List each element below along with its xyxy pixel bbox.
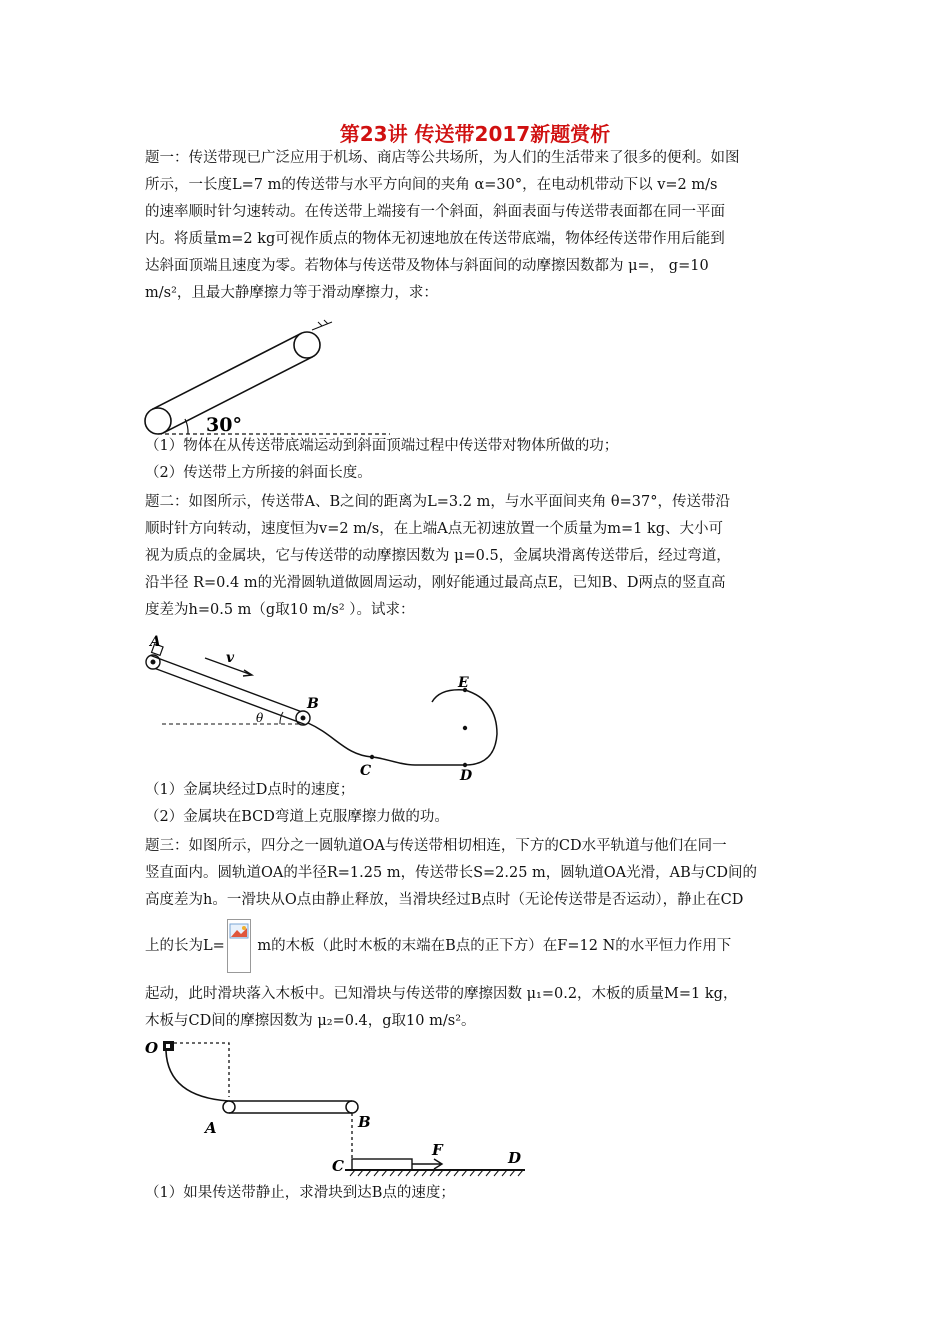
q1-hatch: [312, 320, 332, 330]
q3-subquestions: [145, 1180, 807, 1207]
q2-line: 度差为h=0.5 m（g取10 m/s² ）。试求：: [145, 602, 415, 618]
q3-text: [145, 833, 807, 914]
q3-sub-1: （1）如果传送带静止，求滑块到达B点的速度；: [145, 1185, 455, 1201]
q2-point-d: [463, 763, 467, 767]
q3-label-o: O: [145, 1039, 159, 1057]
q3-dashed-frame: [174, 1043, 229, 1097]
q1-line: 达斜面顶端且速度为零。若物体与传送带及物体与斜面间的动摩擦因数都为 μ=， g=10: [145, 258, 709, 274]
q2-label-a: A: [150, 634, 161, 650]
q2-point-c: [370, 755, 374, 759]
q2-sub-2: （2）金属块在BCD弯道上克服摩擦力做的功。: [145, 809, 449, 825]
q1-text: [145, 145, 807, 307]
q2-label-e: E: [458, 675, 469, 691]
q2-text: [145, 489, 807, 624]
page-title: 第23讲 传送带2017新题赏析: [339, 122, 611, 146]
q2-line: 题二：如图所示，传送带A、B之间的距离为L=3.2 m，与水平面间夹角 θ=37°，传送带沿: [145, 494, 731, 510]
q3-conveyor: [223, 1101, 358, 1113]
q2-label-v: v: [226, 650, 235, 666]
q3-label-b: B: [358, 1113, 371, 1131]
q1-line: m/s²，且最大静摩擦力等于滑动摩擦力，求：: [145, 285, 438, 301]
q3-quarter-circle: [166, 1051, 229, 1101]
q3-line: 题三：如图所示，四分之一圆轨道OA与传送带相切相连，下方的CD水平轨道与他们在同一: [145, 838, 727, 854]
q1-line: 内。将质量m=2 kg可视作质点的物体无初速地放在传送带底端，物体经传送带作用后能到: [145, 231, 725, 247]
q2-label-d: D: [460, 768, 473, 784]
q3-line4-pre: 上的长为L=: [145, 938, 225, 954]
q2-line: 视为质点的金属块，它与传送带的动摩擦因数为 μ=0.5，金属块滑离传送带后，经过弯道，: [145, 548, 731, 564]
q1-angle-label: 30°: [206, 414, 242, 436]
q3-figure: [140, 1035, 530, 1185]
q2-label-theta: θ: [256, 711, 264, 725]
q1-line: 所示，一长度L=7 m的传送带与水平方向间的夹角 α=30°，在电动机带动下以 v=2 m/s: [145, 177, 718, 193]
q2-sub-1: （1）金属块经过D点时的速度；: [145, 782, 355, 798]
q3-force-arrow: [412, 1159, 442, 1169]
q2-label-c: C: [360, 763, 372, 779]
q3-label-a: A: [205, 1119, 217, 1137]
q3-text-2: [145, 981, 807, 1035]
q2-line: 沿半径 R=0.4 m的光滑圆轨道做圆周运动，刚好能通过最高点E，已知B、D两点的竖直高: [145, 575, 726, 591]
q1-line: 的速率顺时针匀速转动。在传送带上端接有一个斜面，斜面表面与传送带表面都在同一平面: [145, 204, 725, 220]
q2-theta-arc: [280, 712, 283, 724]
q3-line4-post: m的木板（此时木板的末端在B点的正下方）在F=12 N的水平恒力作用下: [252, 938, 732, 954]
q3-board: [352, 1159, 412, 1170]
q1-subquestions: [145, 433, 807, 487]
q2-line: 顺时针方向转动，速度恒为v=2 m/s，在上端A点无初速放置一个质量为m=1 kg、大小可: [145, 521, 724, 537]
q3-line-with-image: [145, 917, 807, 975]
inline-formula-image: [227, 919, 251, 973]
q1-sub-1: （1）物体在从传送带底端运动到斜面顶端过程中传送带对物体所做的功；: [145, 438, 619, 454]
q2-figure: [140, 630, 520, 784]
q1-figure: [140, 318, 390, 440]
q3-line: 木板与CD间的摩擦因数为 μ₂=0.4，g取10 m/s²。: [145, 1013, 476, 1029]
q3-line: 竖直面内。圆轨道OA的半径R=1.25 m，传送带长S=2.25 m，圆轨道OA光滑，AB与CD间的: [145, 865, 757, 881]
q3-line: 起动，此时滑块落入木板中。已知滑块与传送带的摩擦因数 μ₁=0.2，木板的质量M=1 kg，: [145, 986, 738, 1002]
q2-circle-center: [463, 726, 467, 730]
q3-line: 高度差为h。一滑块从O点由静止释放，当滑块经过B点时（无论传送带是否运动），静止在CD: [145, 892, 744, 908]
q1-sub-2: （2）传送带上方所接的斜面长度。: [145, 465, 372, 481]
q2-curve-track: [308, 690, 497, 765]
q2-subquestions: [145, 777, 807, 831]
q3-label-d: D: [508, 1149, 522, 1167]
q1-line: 题一：传送带现已广泛应用于机场、商店等公共场所，为人们的生活带来了很多的便利。如图: [145, 150, 740, 166]
q3-label-c: C: [332, 1157, 344, 1175]
q3-label-f: F: [432, 1141, 443, 1159]
q2-label-b: B: [307, 696, 319, 712]
